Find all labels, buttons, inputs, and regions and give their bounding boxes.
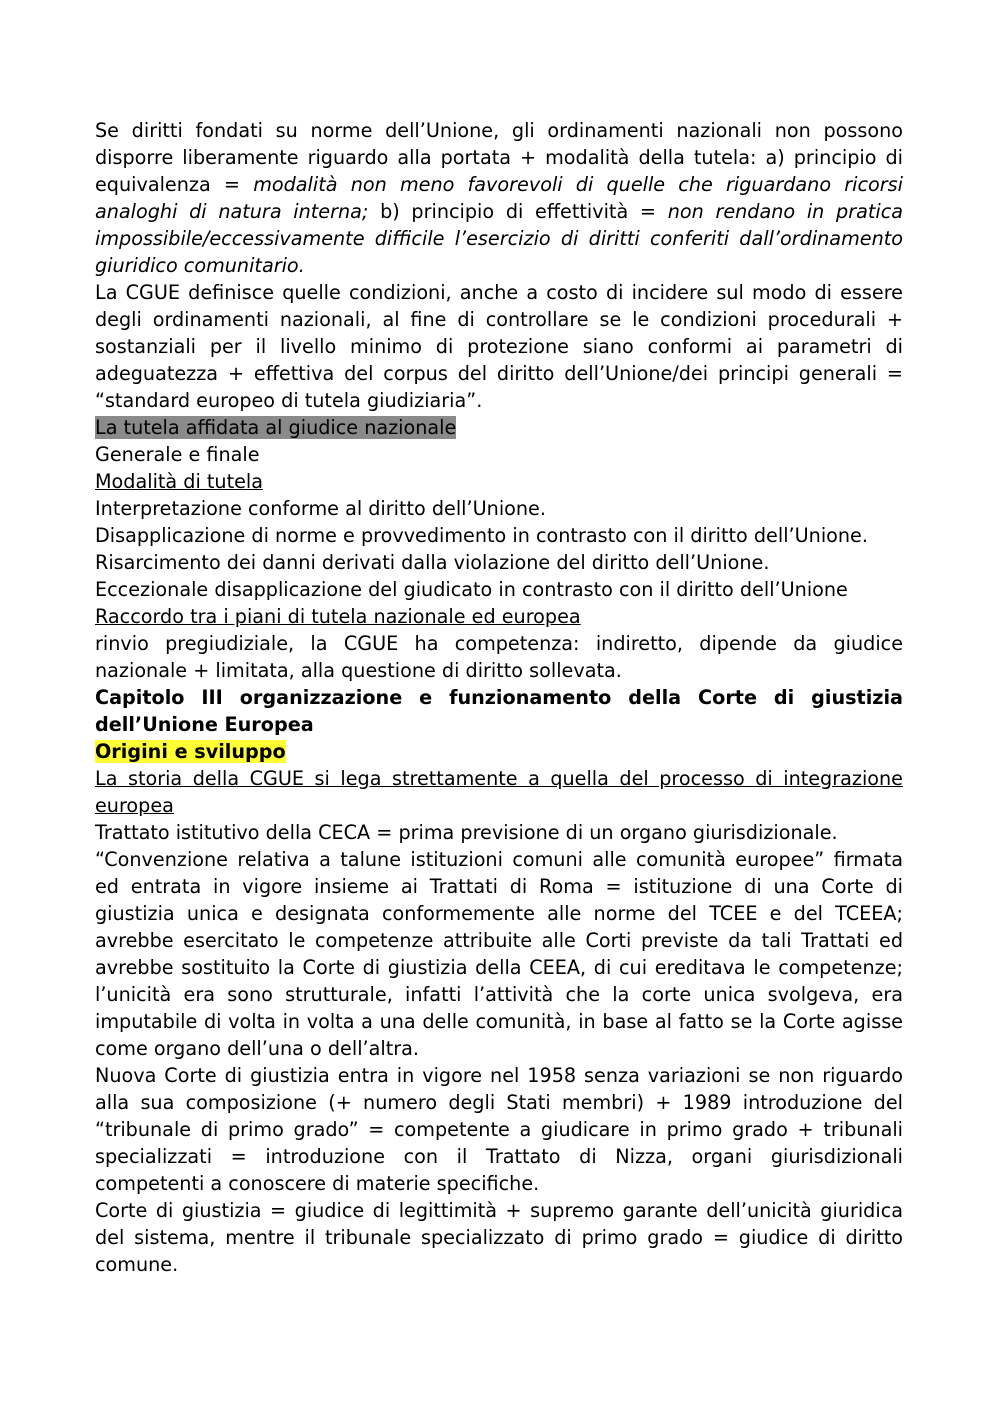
text-run: Se diritti fondati su norme dell’Unione, gli ordinamenti nazionali non possono disporre liberamente riguardo alla portata + modalità della tutela: a) principio di equivalenza = [95,119,903,196]
underlined-heading: Raccordo tra i piani di tutela nazionale ed europea [95,605,581,628]
paragraph-ceca: Trattato istitutivo della CECA = prima previsione di un organo giurisdizionale. [95,821,838,844]
paragraph-rinvio: rinvio pregiudiziale, la CGUE ha competenza: indiretto, dipende da giudice nazionale + limitata, alla questione di diritto sollevata. [95,632,903,682]
underlined-heading: Modalità di tutela [95,470,263,493]
heading-storia: La storia della CGUE si lega strettamente a quella del processo di integrazione europea [95,767,903,817]
heading-modalita [95,468,903,495]
chapter-title: Capitolo III organizzazione e funzionamento della Corte di giustizia dell’Unione Europea [95,686,903,736]
paragraph-corte-giustizia: Corte di giustizia = giudice di legittimità + supremo garante dell’unicità giuridica del sistema, mentre il tribunale specializzato di primo grado = giudice di diritto comune. [95,1199,903,1276]
line-generale: Generale e finale [95,443,260,466]
highlighted-heading: Origini e sviluppo [95,740,286,763]
paragraph-cgue: La CGUE definisce quelle condizioni, anche a costo di incidere sul modo di essere degli ordinamenti nazionali, al fine di controllare se le condizioni procedurali + sostanziali per il livello minimo di protezione siano conformi ai parametri di adeguatezza + effettiva del corpus del diritto dell’Unione/dei principi generali = “standard europeo di tutela giudiziaria”. [95,281,903,412]
heading-tutela [95,414,903,441]
list-item: Eccezionale disapplicazione del giudicato in contrasto con il diritto dell’Unione [95,578,848,601]
paragraph-principles [95,117,903,279]
highlighted-heading: La tutela affidata al giudice nazionale [95,416,457,439]
paragraph-convenzione: “Convenzione relativa a talune istituzioni comuni alle comunità europee” firmata ed entrata in vigore insieme ai Trattati di Roma = istituzione di una Corte di giustizia unica e designata conformemente alle norme del TCEE e del TCEEA; avrebbe esercitato le competenze attribuite alle Corti previste da tali Trattati ed avrebbe sostituito la Corte di giustizia della CEEA, di cui ereditava le competenze; l’unicità era sono strutturale, infatti l’attività che la corte unica svolgeva, era imputabile di volta in volta a una delle comunità, in base al fatto se la Corte agisse come organo dell’una o dell’altra. [95,848,903,1060]
text-run: b) principio di effettività = [368,200,668,223]
list-item: Disapplicazione di norme e provvedimento in contrasto con il diritto dell’Unione. [95,524,868,547]
list-item: Risarcimento dei danni derivati dalla violazione del diritto dell’Unione. [95,551,770,574]
document-page [95,117,903,1278]
paragraph-nuova-corte: Nuova Corte di giustizia entra in vigore nel 1958 senza variazioni se non riguardo alla sua composizione (+ numero degli Stati membri) + 1989 introduzione del “tribunale di primo grado” = competente a giudicare in primo grado + tribunali specializzati = introduzione con il Trattato di Nizza, organi giurisdizionali competenti a conoscere di materie specifiche. [95,1064,903,1195]
italic-run: non rendano in pratica impossibile/eccessivamente difficile l’esercizio di diritti conferiti dall’ordinamento giuridico comunitario. [95,200,904,277]
heading-raccordo [95,603,903,630]
italic-run: modalità non meno favorevoli di quelle che riguardano ricorsi analoghi di natura interna; [95,173,903,223]
list-item: Interpretazione conforme al diritto dell’Unione. [95,497,546,520]
heading-origini [95,738,903,765]
